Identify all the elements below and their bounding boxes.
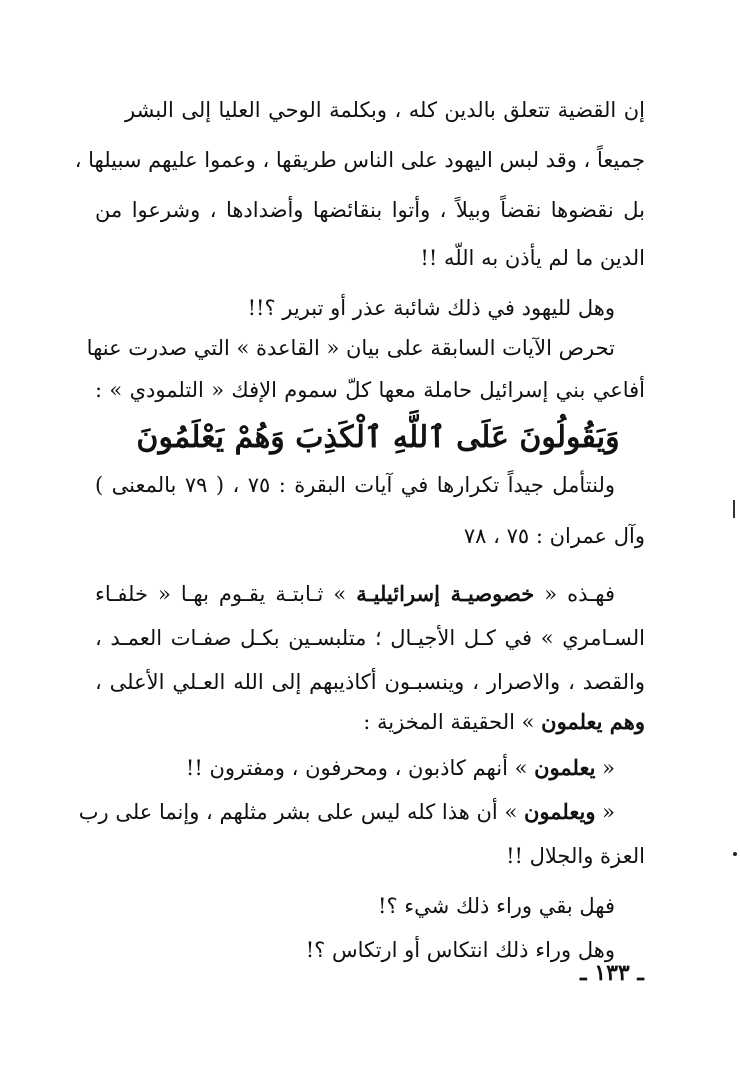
text-run: « bbox=[595, 800, 615, 824]
emphasis-they-know: وهم يعلمون bbox=[541, 709, 645, 734]
paragraph-1-line-1: إن القضية تتعلق بالدين كله ، وبكلمة الوحي العليا إلى البشر bbox=[125, 98, 645, 122]
text-run: » أنهم كاذبون ، ومحرفون ، ومفترون !! bbox=[185, 756, 535, 780]
paragraph-3-line-2: أفاعي بني إسرائيل حاملة معها كلّ سموم الإفك « التلمودي » : bbox=[95, 378, 645, 402]
paragraph-5-line-2 bbox=[78, 794, 615, 830]
page-number: ـ ١٣٣ ـ bbox=[580, 960, 644, 986]
paragraph-5-line-1 bbox=[186, 750, 615, 786]
emphasis-know: يعلمون bbox=[534, 755, 596, 780]
quran-verse: وَيَقُولُونَ عَلَى ٱللَّهِ ٱلْكَذِبَ وَهُمْ يَعْلَمُونَ bbox=[136, 420, 620, 455]
paragraph-2-line-1: وهل لليهود في ذلك شائبة عذر أو تبرير ؟!! bbox=[247, 296, 615, 320]
paragraph-4-line-1 bbox=[95, 576, 615, 612]
paragraph-4-line-2: السـامري » في كـل الأجيـال ؛ متلبسـين بكـل صفـات العمـد ، bbox=[95, 626, 645, 650]
emphasis-and-know: ويعلمون bbox=[523, 799, 596, 824]
verse-reference-line-1: ولنتأمل جيداً تكرارها في آيات البقرة : ٧٥ ، ( ٧٩ بالمعنى ) bbox=[95, 473, 615, 497]
text-run: « bbox=[595, 756, 615, 780]
paragraph-5-line-3: العزة والجلال !! bbox=[506, 844, 645, 868]
text-run: » أن هذا كله ليس على بشر مثلهم ، وإنما على رب bbox=[78, 800, 524, 824]
paragraph-6-line-2: وهل وراء ذلك انتكاس أو ارتكاس ؟! bbox=[305, 938, 615, 962]
paragraph-6-line-1: فهل بقي وراء ذلك شيء ؟! bbox=[378, 894, 615, 918]
verse-reference-line-2: وآل عمران : ٧٥ ، ٧٨ bbox=[463, 524, 645, 548]
paragraph-3-line-1: تحرص الآيات السابقة على بيان « القاعدة » التي صدرت عنها bbox=[86, 336, 615, 360]
text-run: » ثـابتـة يقـوم بهـا « خلفـاء bbox=[95, 582, 357, 606]
paragraph-1-line-4: الدين ما لم يأذن به اللّه !! bbox=[420, 246, 645, 270]
paragraph-1-line-3: بل نقضوها نقضاً وبيلاً ، وأتوا بنقائضها وأضدادها ، وشرعوا من bbox=[95, 198, 645, 222]
scan-margin-dot bbox=[733, 852, 737, 856]
paragraph-1-line-2: جميعاً ، وقد لبس اليهود على الناس طريقها ، وعموا عليهم سبيلها ، bbox=[74, 148, 645, 172]
paragraph-4-line-4 bbox=[363, 704, 645, 740]
scan-margin-mark bbox=[733, 500, 735, 518]
text-run: » الحقيقة المخزية : bbox=[363, 710, 542, 734]
text-run: فهـذه « bbox=[534, 582, 615, 606]
paragraph-4-line-3: والقصد ، والاصرار ، وينسبـون أكاذيبهم إلى الله العـلي الأعلى ، bbox=[95, 670, 645, 694]
emphasis-israeli-specificity: خصوصيـة إسرائيليـة bbox=[356, 581, 535, 606]
